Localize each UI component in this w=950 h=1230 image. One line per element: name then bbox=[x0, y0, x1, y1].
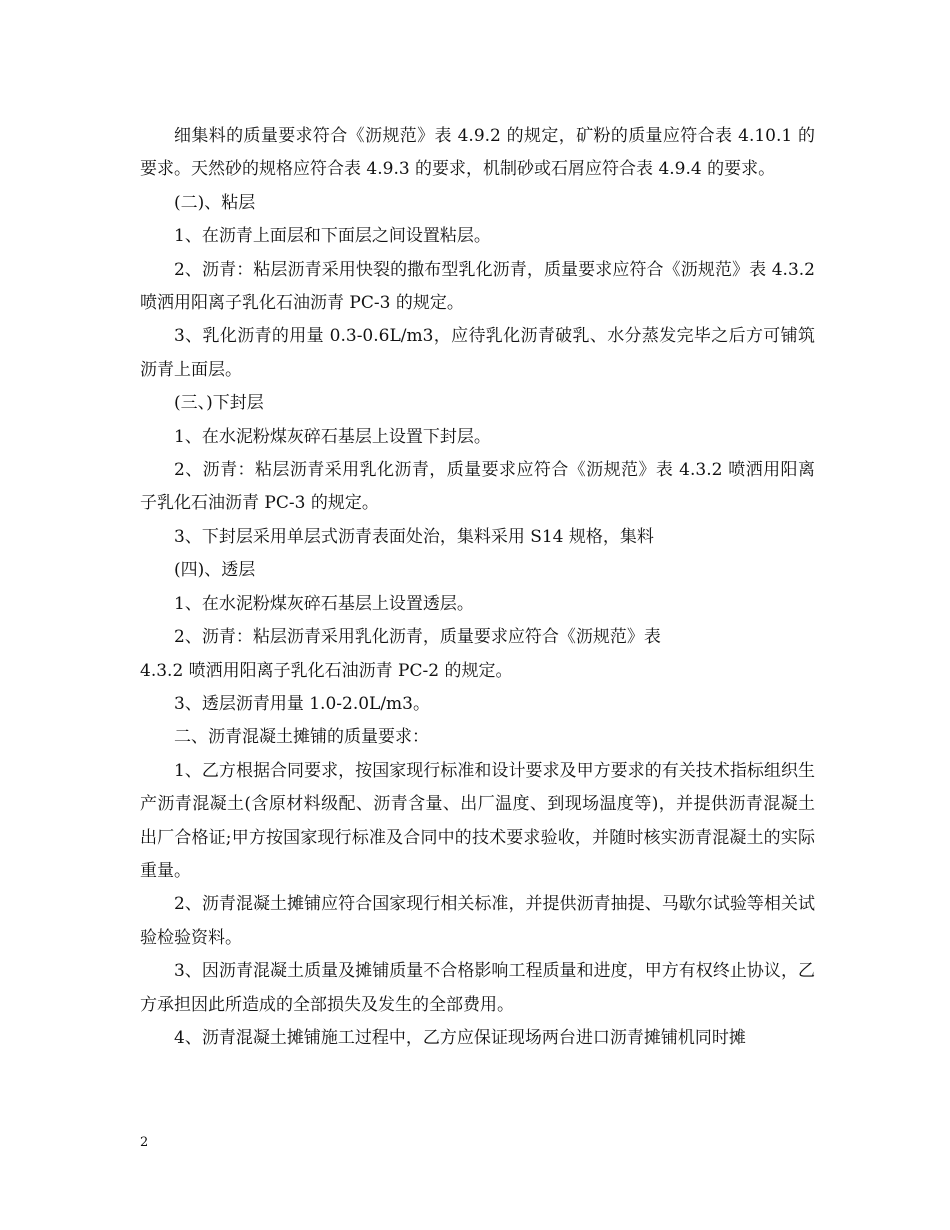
paragraph-lower-seal-1: 1、在水泥粉煤灰碎石基层上设置下封层。 bbox=[174, 426, 491, 447]
paragraph-fine-aggregate: 细集料的质量要求符合《沥规范》表 4.9.2 的规定，矿粉的质量应符合表 4.10.1 的要求。天然砂的规格应符合表 4.9.3 的要求，机制砂或石屑应符合表 4.9.4 的要求。 bbox=[140, 126, 815, 180]
paragraph-paving-3: 3、因沥青混凝土质量及摊铺质量不合格影响工程质量和进度，甲方有权终止协议，乙方承担因此所造成的全部损失及发生的全部费用。 bbox=[140, 961, 815, 1015]
paragraph-lower-seal-2: 2、沥青：粘层沥青采用乳化沥青，质量要求应符合《沥规范》表 4.3.2 喷洒用阳离子乳化石油沥青 PC-3 的规定。 bbox=[140, 460, 815, 514]
paragraph-lower-seal-3: 3、下封层采用单层式沥青表面处治，集料采用 S14 规格，集料 bbox=[174, 526, 654, 547]
paragraph-prime-coat-1: 1、在水泥粉煤灰碎石基层上设置透层。 bbox=[174, 593, 474, 614]
document-body bbox=[140, 120, 815, 1055]
page-number: 2 bbox=[140, 1135, 149, 1150]
paragraph-prime-coat-3: 3、透层沥青用量 1.0-2.0L/m3。 bbox=[174, 693, 430, 714]
paragraph-paving-4: 4、沥青混凝土摊铺施工过程中，乙方应保证现场两台进口沥青摊铺机同时摊 bbox=[174, 1027, 746, 1048]
paragraph-paving-1: 1、乙方根据合同要求，按国家现行标准和设计要求及甲方要求的有关技术指标组织生产沥青混凝土(含原材料级配、沥青含量、出厂温度、到现场温度等)，并提供沥青混凝土出厂合格证;甲方按国家现行标准及合同中的技术要求验收，并随时核实沥青混凝土的实际重量。 bbox=[140, 760, 815, 881]
paragraph-tack-coat-1: 1、在沥青上面层和下面层之间设置粘层。 bbox=[174, 226, 491, 247]
heading-prime-coat: (四)、透层 bbox=[174, 560, 256, 581]
paragraph-tack-coat-2: 2、沥青：粘层沥青采用快裂的撒布型乳化沥青，质量要求应符合《沥规范》表 4.3.2 喷洒用阳离子乳化石油沥青 PC-3 的规定。 bbox=[140, 259, 815, 314]
paragraph-tack-coat-3: 3、乳化沥青的用量 0.3-0.6L/m3，应待乳化沥青破乳、水分蒸发完毕之后方可铺筑沥青上面层。 bbox=[140, 326, 815, 380]
paragraph-prime-coat-2: 2、沥青：粘层沥青采用乳化沥青，质量要求应符合《沥规范》表 bbox=[174, 627, 661, 648]
paragraph-paving-2: 2、沥青混凝土摊铺应符合国家现行相关标准，并提供沥青抽提、马歇尔试验等相关试验检验资料。 bbox=[140, 894, 815, 948]
heading-tack-coat: (二)、粘层 bbox=[174, 192, 256, 213]
heading-lower-seal: (三、)下封层 bbox=[174, 393, 264, 414]
paragraph-prime-coat-2-cont: 4.3.2 喷洒用阳离子乳化石油沥青 PC-2 的规定。 bbox=[140, 660, 513, 681]
heading-paving-quality: 二、沥青混凝土摊铺的质量要求： bbox=[174, 727, 429, 748]
